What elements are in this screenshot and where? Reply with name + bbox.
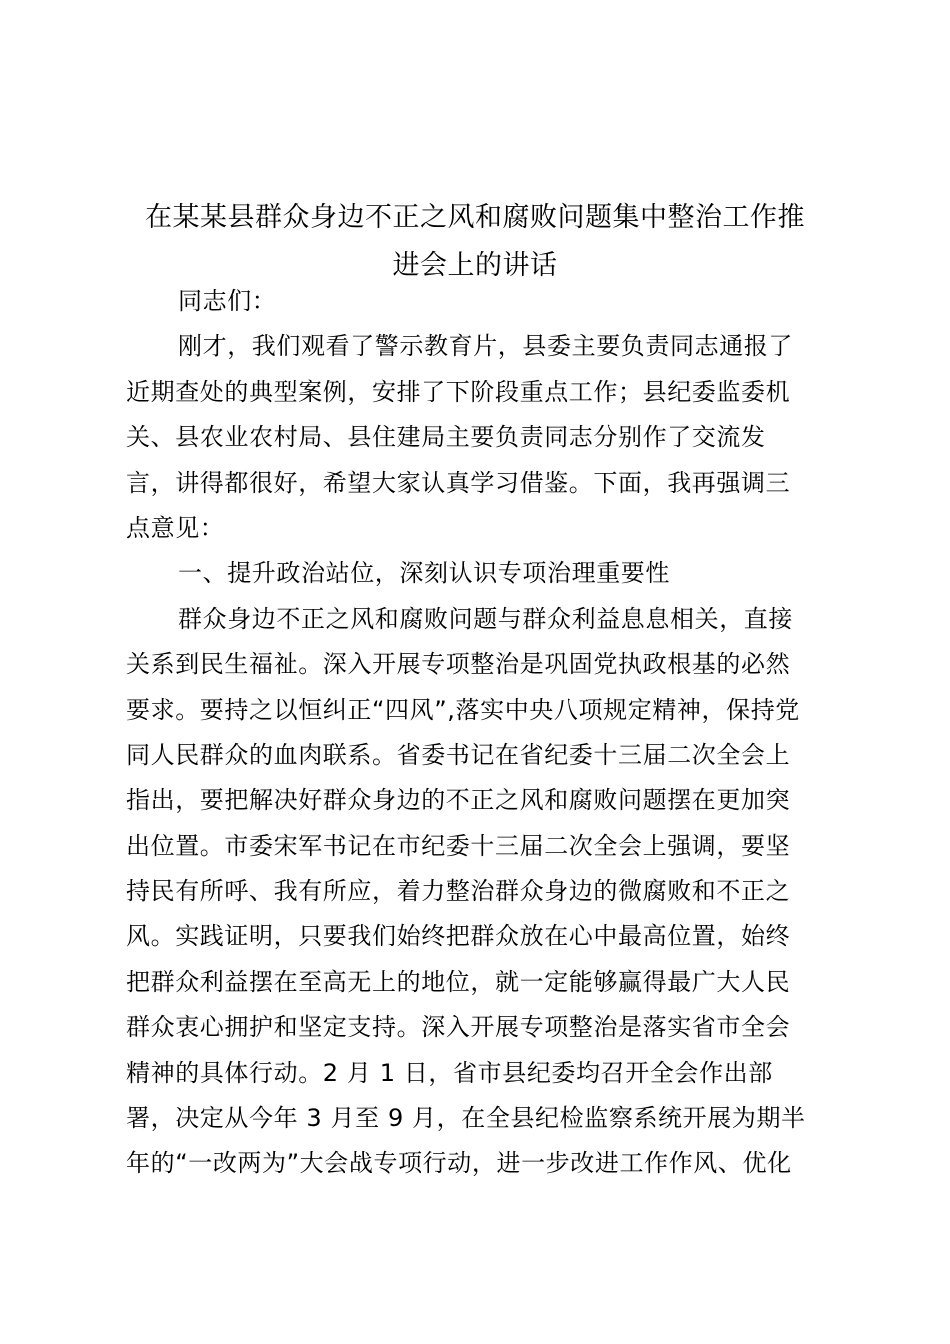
section-heading: 一、提升政治站位，深刻认识专项治理重要性 [178,559,670,588]
salutation: 同志们： [178,287,277,315]
paragraph-line: 近期查处的典型案例，安排了下阶段重点工作；县纪委监委机 [126,377,791,406]
paragraph-line: 精神的具体行动。2 月 1 日，省市县纪委均召开全会作出部 [126,1058,773,1087]
paragraph-line: 把群众利益摆在至高无上的地位，就一定能够赢得最广大人民 [126,967,791,996]
paragraph-line: 风。实践证明，只要我们始终把群众放在心中最高位置，始终 [126,922,791,951]
paragraph-line: 群众身边不正之风和腐败问题与群众利益息息相关，直接 [178,604,793,633]
paragraph-line: 关系到民生福祉。深入开展专项整治是巩固党执政根基的必然 [126,650,791,679]
paragraph-line: 同人民群众的血肉联系。省委书记在省纪委十三届二次全会上 [126,740,791,769]
title-line-1: 在某某县群众身边不正之风和腐败问题集中整治工作推 [145,202,805,234]
paragraph-line: 年的“一改两为”大会战专项行动，进一步改进工作作风、优化 [126,1149,792,1178]
paragraph-line: 要求。要持之以恒纠正“四风”,落实中央八项规定精神，保持党 [126,695,800,724]
title-line-2: 进会上的讲话 [392,250,558,282]
paragraph-line: 群众衷心拥护和坚定支持。深入开展专项整治是落实省市全会 [126,1013,791,1042]
paragraph-line: 言，讲得都很好，希望大家认真学习借鉴。下面，我再强调三 [126,468,791,497]
paragraph-line: 署，决定从今年 3 月至 9 月，在全县纪检监察系统开展为期半 [126,1104,806,1133]
paragraph-line: 刚才，我们观看了警示教育片，县委主要负责同志通报了 [178,332,793,361]
paragraph-line: 指出，要把解决好群众身边的不正之风和腐败问题摆在更加突 [126,786,791,815]
document-body [126,279,826,1187]
document-title [120,194,830,290]
paragraph-line: 关、县农业农村局、县住建局主要负责同志分别作了交流发 [126,423,766,452]
paragraph-line: 点意见： [126,513,225,542]
paragraph-line: 出位置。市委宋军书记在市纪委十三届二次全会上强调，要坚 [126,831,791,860]
paragraph-line: 持民有所呼、我有所应，着力整治群众身边的微腐败和不正之 [126,877,791,906]
